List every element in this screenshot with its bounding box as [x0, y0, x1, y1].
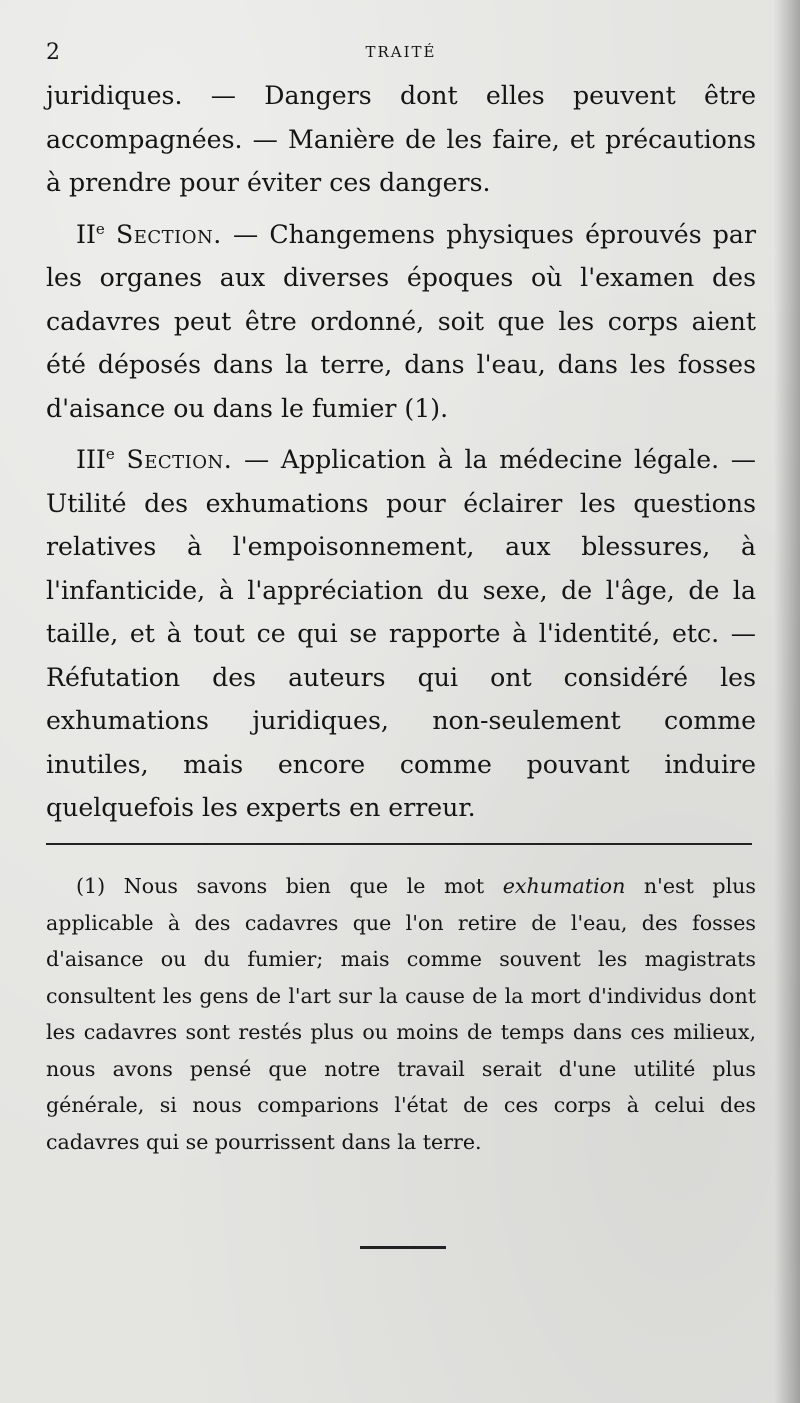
section-superscript: e — [95, 219, 105, 238]
page-edge-shadow — [774, 0, 800, 1403]
footnote-marker: (1) — [76, 874, 106, 898]
footnote-text-after: n'est plus applicable à des cadavres que l'on retire de l'eau, des fosses d'aisance ou du fumier; mais comme souvent les magistrats consultent les gens de l'art sur la cause de la mort d'individus dont les cadavres sont restés plus ou moins de temps dans ces milieux, nous avons pensé que notre travail serait d'une utilité plus générale, si nous comparions l'état de ces corps à celui des cadavres qui se pourrissent dans la terre. — [46, 874, 756, 1154]
section-label: Section. — [126, 445, 233, 474]
section-numeral: III — [76, 445, 106, 474]
paragraph-section-3 — [46, 438, 756, 830]
footnote-text-before: Nous savons bien que le mot — [105, 874, 503, 898]
end-ornament-rule — [360, 1246, 446, 1249]
section-text: — Changemens physiques éprouvés par les organes aux diverses époques où l'examen des cadavres peut être ordonné, soit que les corps aient été déposés dans la terre, dans l'eau, dans les fosses d'aisance ou dans le fumier (1). — [46, 219, 756, 423]
paragraph-text: juridiques. — Dangers dont elles peuvent être accompagnées. — Manière de les faire, et précautions à prendre pour éviter ces dangers. — [46, 81, 756, 197]
body-text — [46, 74, 756, 830]
footnote — [46, 868, 756, 1160]
page-number: 2 — [46, 40, 60, 65]
page-header — [46, 40, 756, 70]
section-label: Section. — [115, 219, 222, 249]
section-superscript: e — [105, 445, 115, 463]
paragraph-section-2 — [46, 213, 756, 431]
section-text: — Application à la médecine légale. — Utilité des exhumations pour éclairer les questions relatives à l'empoisonnement, aux blessures, à l'infanticide, à l'appréciation du sexe, de l'âge, de la taille, et à tout ce qui se rapporte à l'identité, etc. — Réfutation des auteurs qui ont considéré les exhumations juridiques, non-seulement comme inutiles, mais encore comme pouvant induire quelquefois les experts en erreur. — [46, 445, 756, 822]
section-numeral: II — [76, 219, 96, 249]
footnote-separator-rule — [46, 843, 752, 845]
footnote-emphasis: exhumation — [502, 874, 626, 898]
paragraph-continuation — [46, 74, 756, 205]
footnote-paragraph — [46, 868, 756, 1160]
running-title: TRAITÉ — [365, 43, 437, 61]
